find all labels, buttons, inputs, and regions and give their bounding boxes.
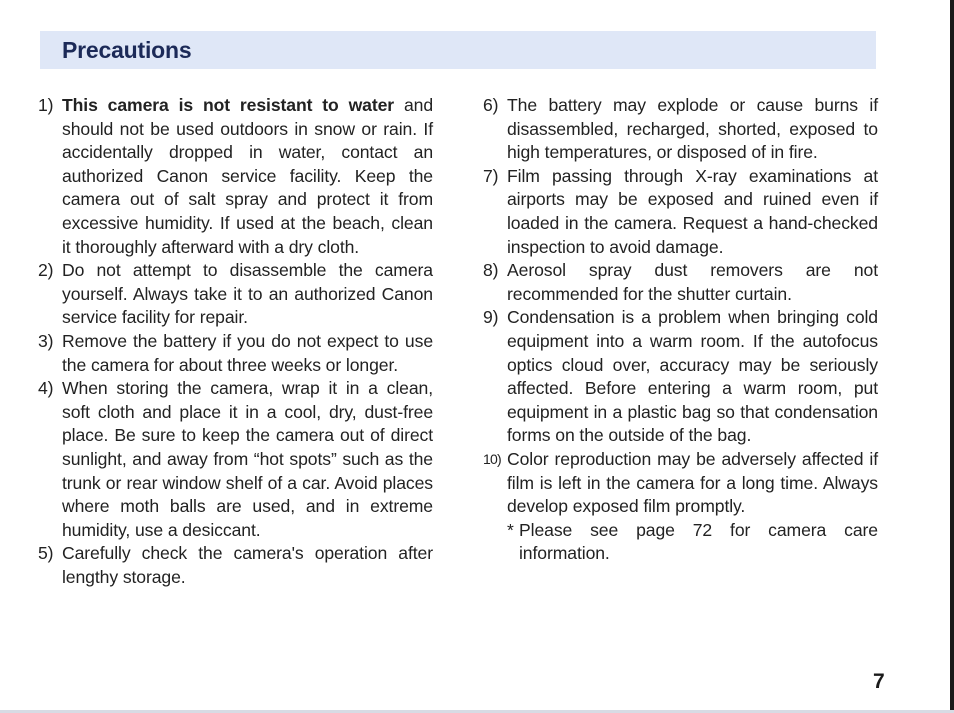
precaution-item-8 — [483, 259, 878, 306]
item-number: 2) — [38, 260, 54, 281]
item-text: and should not be used outdoors in snow or rain. If accidentally dropped in water, contact an authorized Canon service facility. Keep the camera out of salt spray and protect it from excessive humidity. If used at the beach, clean it thoroughly afterward with a dry cloth. — [62, 95, 434, 257]
item-text: Remove the battery if you do not expect to use the camera for about three weeks or longer. — [62, 330, 433, 375]
right-column — [483, 94, 878, 566]
precaution-item-4 — [38, 377, 433, 542]
precaution-item-5 — [38, 542, 433, 589]
precaution-item-1 — [38, 94, 433, 259]
item-text: Carefully check the camera's operation after lengthy storage. — [62, 543, 433, 587]
precaution-item-2 — [38, 259, 433, 330]
item-text: When storing the camera, wrap it in a clean, soft cloth and place it in a cool, dry, dust-free place. Be sure to keep the camera out of direct sunlight, and away from “hot spots” such as the trunk or rear window shelf of a car. Avoid places where moth balls are used, and in extreme humidity, use a desiccant. — [62, 378, 433, 540]
item-text: Do not attempt to disassemble the camera yourself. Always take it to an authorized Canon service facility for repair. — [62, 260, 433, 328]
note-text: Please see page 72 for camera care information. — [519, 519, 878, 564]
page-title: Precautions — [62, 37, 192, 63]
precaution-item-3 — [38, 330, 433, 377]
item-number: 1) — [38, 95, 54, 115]
left-column — [38, 94, 433, 589]
precaution-item-6 — [483, 94, 878, 165]
precaution-item-9 — [483, 306, 878, 448]
item-text: Aerosol spray dust removers are not recommended for the shutter curtain. — [507, 260, 878, 304]
care-note — [483, 519, 878, 566]
item-number: 4) — [38, 378, 54, 399]
note-asterisk: * — [507, 519, 514, 540]
page-number: 7 — [873, 670, 885, 693]
item-text: Condensation is a problem when bringing cold equipment into a warm room. If the autofocus optics cloud over, accuracy may be seriously affected. Before entering a warm room, put equipment in a plastic bag so that condensation forms on the outside of the bag. — [507, 307, 878, 446]
page-edge-right — [950, 0, 954, 713]
item-text: The battery may explode or cause burns if disassembled, recharged, shorted, exposed to high temperatures, or disposed of in fire. — [507, 95, 878, 163]
item-number: 6) — [483, 95, 499, 115]
title-band — [40, 31, 876, 69]
precaution-item-10 — [483, 448, 878, 519]
item-text: Film passing through X-ray examinations at airports may be exposed and ruined even if loaded in the camera. Request a hand-checked inspection to avoid damage. — [507, 165, 878, 257]
item-number: 10) — [483, 450, 501, 467]
item-number: 5) — [38, 543, 54, 564]
item-number: 8) — [483, 260, 499, 281]
item-text: Color reproduction may be adversely affected if film is left in the camera for a long time. Always develop exposed film promptly. — [507, 448, 878, 517]
item-number: 9) — [483, 307, 499, 328]
item-number: 7) — [483, 165, 499, 186]
item-number: 3) — [38, 330, 54, 351]
precaution-item-7 — [483, 165, 878, 259]
item-lead-text: This camera is not resistant to water — [62, 95, 395, 115]
